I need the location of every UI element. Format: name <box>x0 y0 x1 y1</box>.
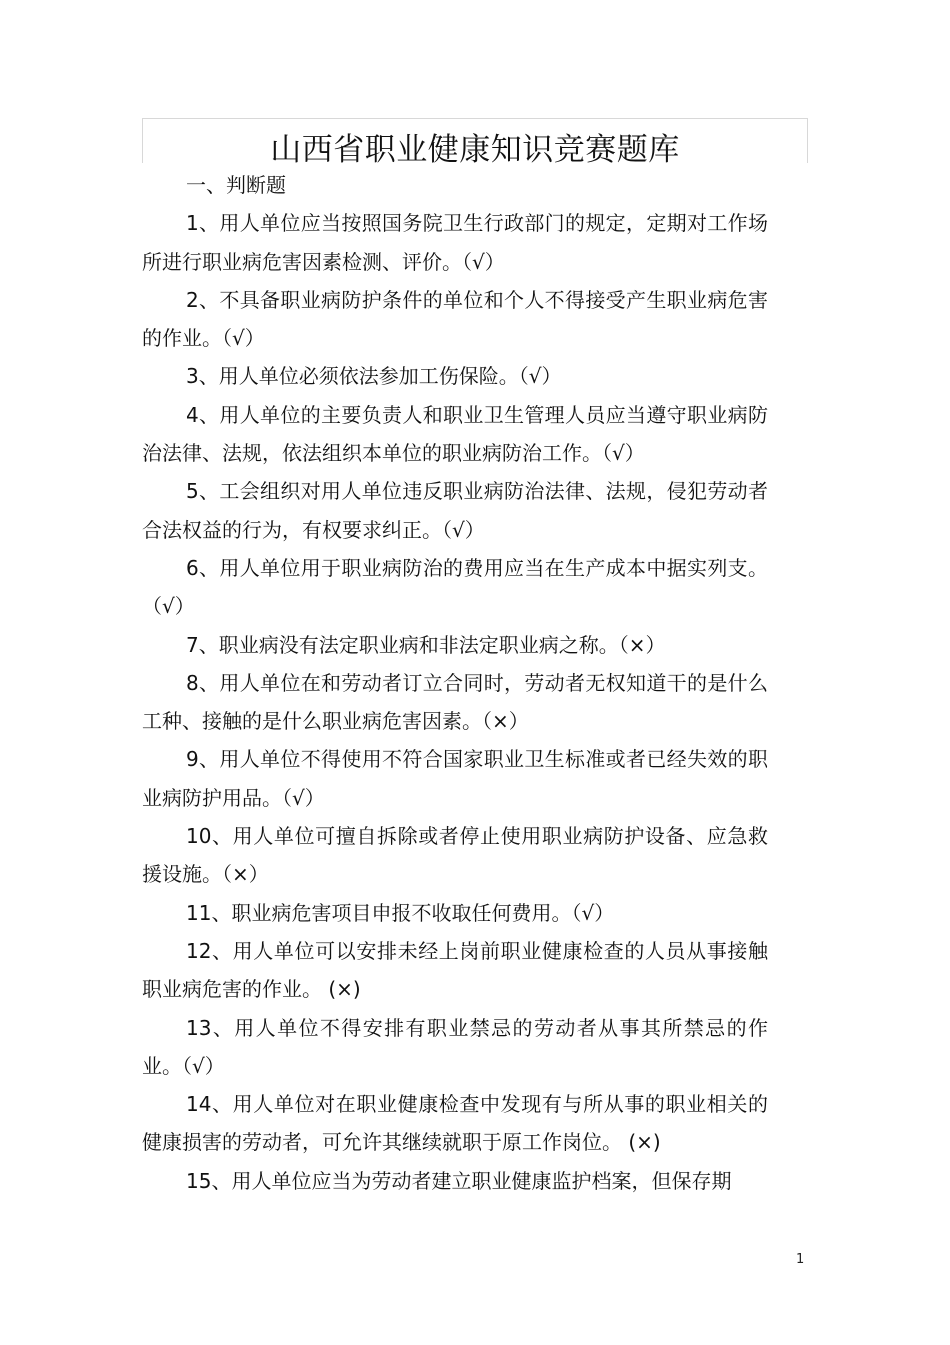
question-item-2: 2、不具备职业病防护条件的单位和个人不得接受产生职业病危害的作业。（√） <box>142 287 768 351</box>
question-item-4: 4、用人单位的主要负责人和职业卫生管理人员应当遵守职业病防治法律、法规，依法组织本单位的职业病防治工作。（√） <box>142 402 768 466</box>
question-item-11: 11、职业病危害项目申报不收取任何费用。（√） <box>186 900 615 925</box>
question-item-1: 1、用人单位应当按照国务院卫生行政部门的规定，定期对工作场所进行职业病危害因素检测、评价。（√） <box>142 211 768 274</box>
question-item-14: 14、用人单位对在职业健康检查中发现有与所从事的职业相关的健康损害的劳动者，可允许其继续就职于原工作岗位。 (×) <box>142 1092 768 1155</box>
page-number: 1 <box>796 1252 805 1267</box>
question-item-8: 8、用人单位在和劳动者订立合同时，劳动者无权知道干的是什么工种、接触的是什么职业病危害因素。（×） <box>142 670 768 734</box>
question-item-15: 15、用人单位应当为劳动者建立职业健康监护档案，但保存期 <box>186 1168 732 1193</box>
question-item-7: 7、职业病没有法定职业病和非法定职业病之称。（×） <box>186 632 666 657</box>
question-item-6: 6、用人单位用于职业病防治的费用应当在生产成本中据实列支。（√） <box>142 555 768 619</box>
section-heading: 一、判断题 <box>186 173 286 197</box>
document-body <box>142 166 768 1200</box>
question-item-12: 12、用人单位可以安排未经上岗前职业健康检查的人员从事接触职业病危害的作业。 (×) <box>142 938 768 1002</box>
document-title: 山西省职业健康知识竞赛题库 <box>270 132 680 168</box>
question-item-13: 13、用人单位不得安排有职业禁忌的劳动者从事其所禁忌的作业。（√） <box>142 1015 768 1078</box>
question-item-10: 10、用人单位可擅自拆除或者停止使用职业病防护设备、应急救援设施。（×） <box>142 824 768 887</box>
question-item-3: 3、用人单位必须依法参加工伤保险。（√） <box>186 364 562 389</box>
question-item-5: 5、工会组织对用人单位违反职业病防治法律、法规，侵犯劳动者合法权益的行为，有权要求纠正。（√） <box>142 479 768 542</box>
question-item-9: 9、用人单位不得使用不符合国家职业卫生标准或者已经失效的职业病防护用品。（√） <box>142 747 768 810</box>
